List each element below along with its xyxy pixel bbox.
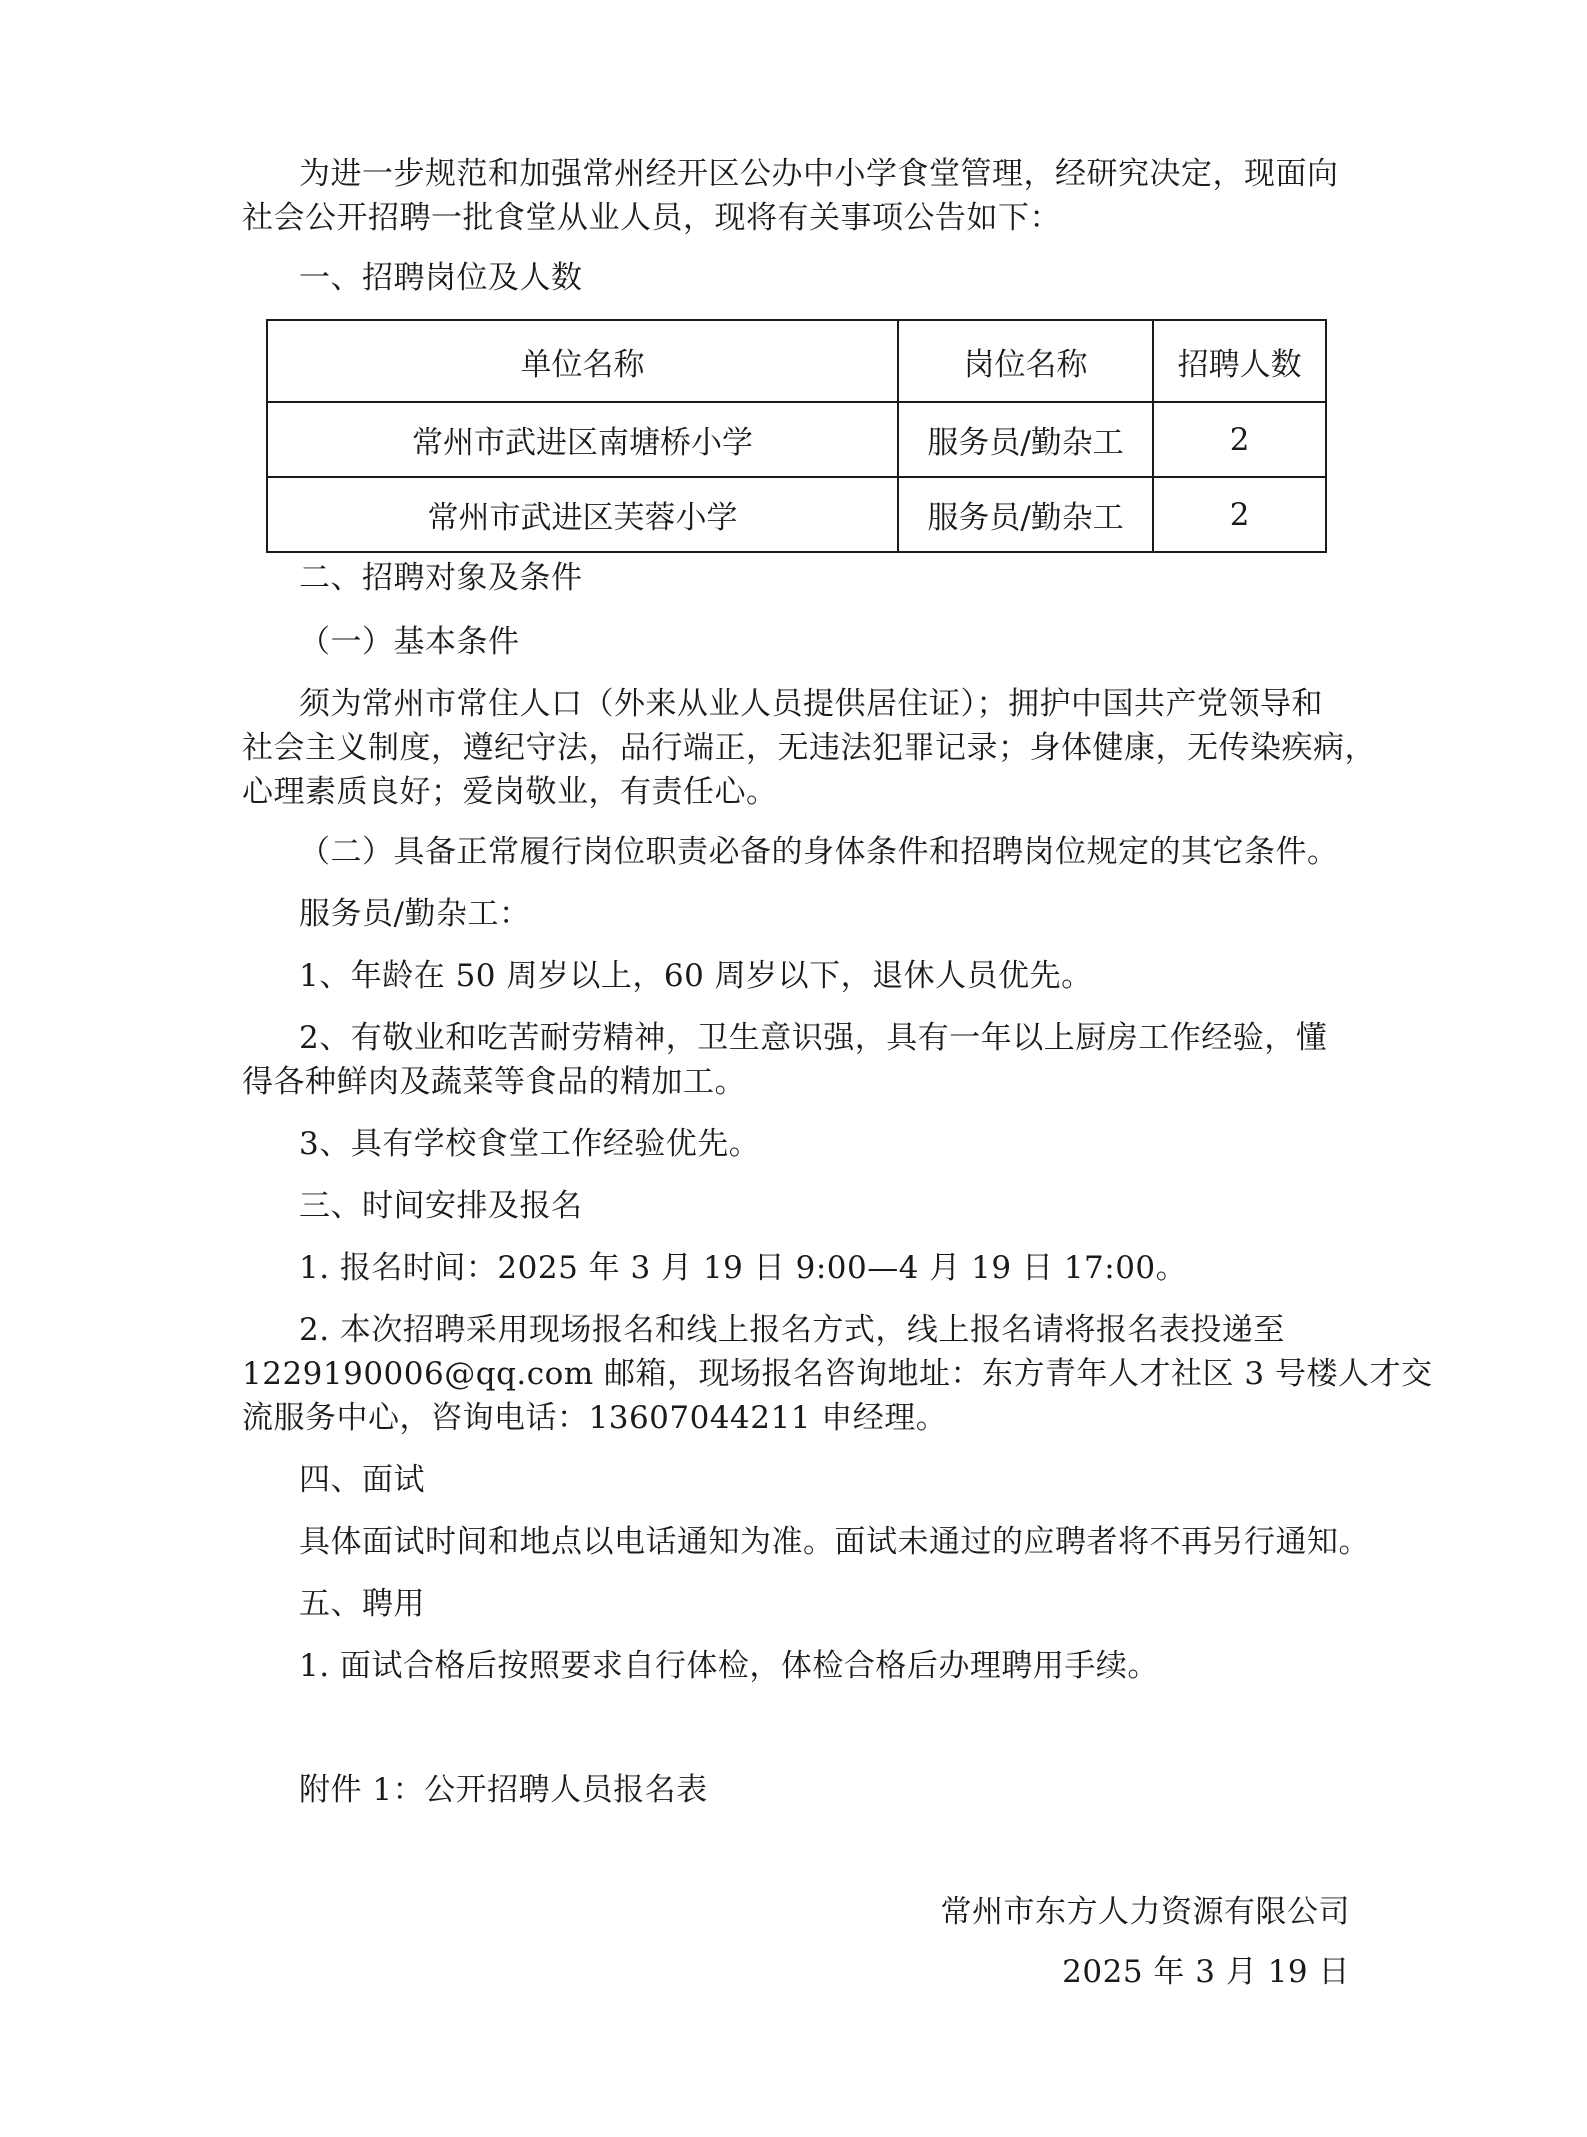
section-3-item-2-line-2: 1229190006@qq.com 邮箱，现场报名咨询地址：东方青年人才社区 3 号楼人才交 [242, 1356, 1433, 1392]
section-4-title: 四、面试 [299, 1462, 425, 1498]
section-3-item-2-line-1: 2. 本次招聘采用现场报名和线上报名方式，线上报名请将报名表投递至 [299, 1312, 1285, 1348]
section-5-item-1: 1. 面试合格后按照要求自行体检，体检合格后办理聘用手续。 [299, 1648, 1159, 1684]
attachment-note: 附件 1：公开招聘人员报名表 [299, 1772, 708, 1808]
table-header-cell: 招聘人数 [1153, 320, 1326, 402]
signature-company: 常州市东方人力资源有限公司 [940, 1894, 1350, 1930]
section-3-title: 三、时间安排及报名 [299, 1188, 583, 1224]
table-header-cell: 岗位名称 [898, 320, 1153, 402]
role-title: 服务员/勤杂工： [299, 896, 531, 932]
section-3-item-1: 1. 报名时间：2025 年 3 月 19 日 9:00—4 月 19 日 17:00。 [299, 1250, 1188, 1286]
table-cell: 2 [1153, 402, 1326, 477]
section-4-text: 具体面试时间和地点以电话通知为准。面试未通过的应聘者将不再另行通知。 [299, 1524, 1370, 1560]
requirement-2-line-1: 2、有敬业和吃苦耐劳精神，卫生意识强，具有一年以上厨房工作经验，懂 [299, 1020, 1328, 1056]
table-header-cell: 单位名称 [267, 320, 898, 402]
section-1-title: 一、招聘岗位及人数 [299, 260, 583, 296]
table-cell: 2 [1153, 477, 1326, 552]
recruitment-table [266, 319, 1327, 553]
section-2-sub1-line-2: 社会主义制度，遵纪守法，品行端正，无违法犯罪记录；身体健康，无传染疾病， [242, 730, 1376, 766]
requirement-1: 1、年龄在 50 周岁以上，60 周岁以下，退休人员优先。 [299, 958, 1093, 994]
section-2-sub1-line-1: 须为常州市常住人口（外来从业人员提供居住证）；拥护中国共产党领导和 [299, 686, 1323, 722]
table-cell: 服务员/勤杂工 [898, 402, 1153, 477]
table-row [267, 477, 1326, 552]
requirement-2-line-2: 得各种鲜肉及蔬菜等食品的精加工。 [242, 1064, 746, 1100]
section-5-title: 五、聘用 [299, 1586, 425, 1622]
signature-date: 2025 年 3 月 19 日 [1062, 1954, 1350, 1990]
section-2-sub1-title: （一）基本条件 [299, 624, 520, 660]
requirement-3: 3、具有学校食堂工作经验优先。 [299, 1126, 761, 1162]
section-3-item-2-line-3: 流服务中心，咨询电话：13607044211 申经理。 [242, 1400, 948, 1436]
table-cell: 常州市武进区芙蓉小学 [267, 477, 898, 552]
table-row [267, 402, 1326, 477]
section-2-title: 二、招聘对象及条件 [299, 560, 583, 596]
table-cell: 服务员/勤杂工 [898, 477, 1153, 552]
intro-line-2: 社会公开招聘一批食堂从业人员，现将有关事项公告如下： [242, 200, 1061, 236]
section-2-sub1-line-3: 心理素质良好；爱岗敬业，有责任心。 [242, 774, 778, 810]
intro-line-1: 为进一步规范和加强常州经开区公办中小学食堂管理，经研究决定，现面向 [299, 156, 1339, 192]
section-2-sub2: （二）具备正常履行岗位职责必备的身体条件和招聘岗位规定的其它条件。 [299, 834, 1339, 870]
table-cell: 常州市武进区南塘桥小学 [267, 402, 898, 477]
table-header-row [267, 320, 1326, 402]
